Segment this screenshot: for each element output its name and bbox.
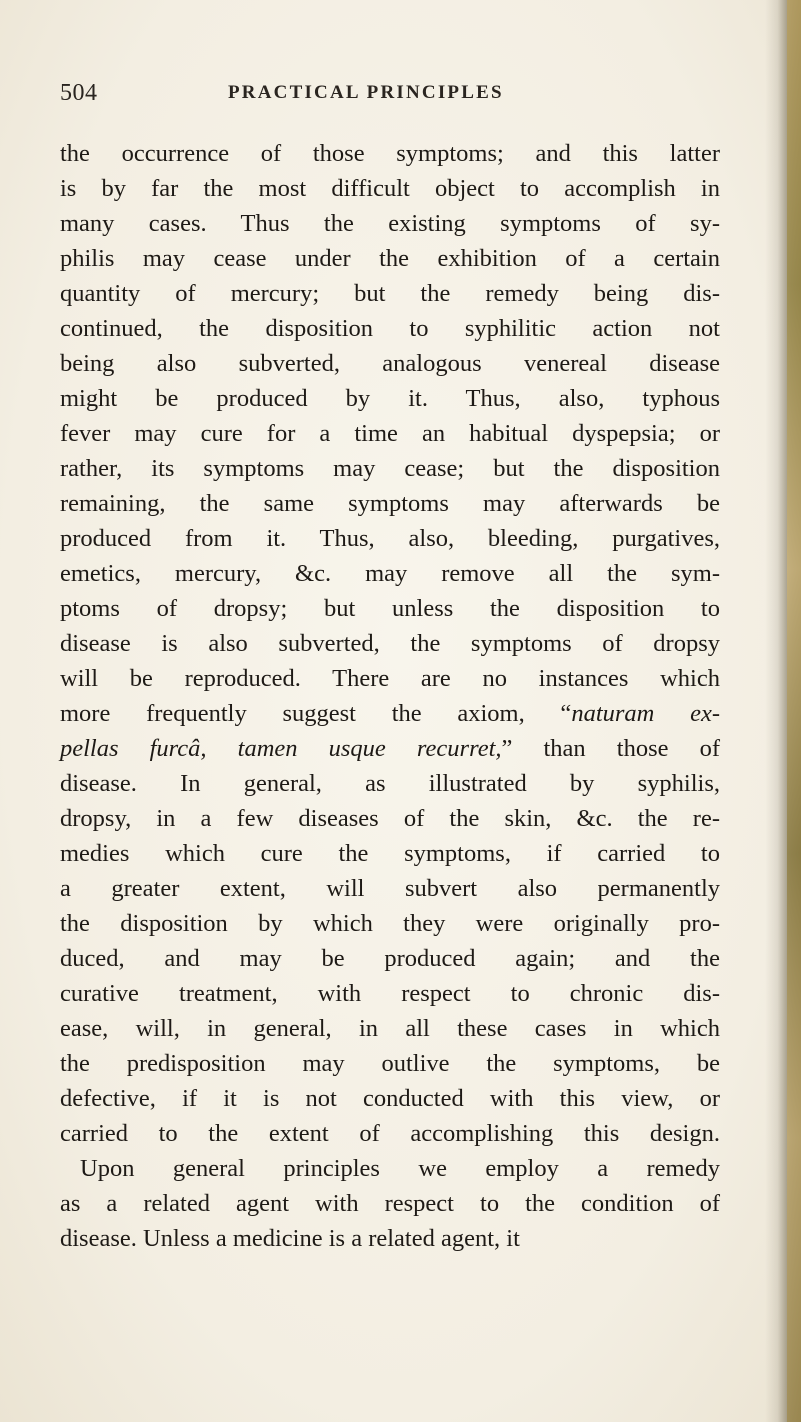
- text-line: philis may cease under the exhibition of a certain: [60, 245, 720, 272]
- text-line: duced, and may be produced again; and the: [60, 945, 720, 972]
- text-line: emetics, mercury, &c. may remove all the sym-: [60, 560, 720, 587]
- text-line: will be reproduced. There are no instances which: [60, 665, 720, 692]
- text-line: disease. Unless a medicine is a related agent, it: [60, 1225, 520, 1252]
- text-line: ptoms of dropsy; but unless the disposition to: [60, 595, 720, 622]
- body-text: [60, 136, 720, 1256]
- text-line: remaining, the same symptoms may afterwards be: [60, 490, 720, 517]
- text-line: dropsy, in a few diseases of the skin, &c. the re-: [60, 805, 720, 832]
- text-line: the disposition by which they were originally pro-: [60, 910, 720, 937]
- text-line: rather, its symptoms may cease; but the disposition: [60, 455, 720, 482]
- text-line: disease. In general, as illustrated by syphilis,: [60, 770, 720, 797]
- text-line-tail: ” than those of: [501, 735, 720, 762]
- latin-quote-part-2: pellas furcâ, tamen usque recurret,: [60, 735, 502, 762]
- text-line: Upon general principles we employ a remedy: [80, 1155, 720, 1182]
- text-line: defective, if it is not conducted with this view, or: [60, 1085, 720, 1112]
- text-line: is by far the most difficult object to accomplish in: [60, 175, 720, 202]
- text-line: carried to the extent of accomplishing this design.: [60, 1120, 720, 1147]
- latin-quote-part-1: naturam ex-: [571, 700, 720, 727]
- text-line: fever may cure for a time an habitual dyspepsia; or: [60, 420, 720, 447]
- text-line: as a related agent with respect to the condition of: [60, 1190, 720, 1217]
- text-line: quantity of mercury; but the remedy being dis-: [60, 280, 720, 307]
- text-line: the predisposition may outlive the symptoms, be: [60, 1050, 720, 1077]
- text-line: the occurrence of those symptoms; and this latter: [60, 140, 720, 167]
- page-number: 504: [60, 80, 98, 106]
- text-line: being also subverted, analogous venereal disease: [60, 350, 720, 377]
- text-line: many cases. Thus the existing symptoms of sy-: [60, 210, 720, 237]
- text-line-quote-end: [60, 731, 720, 766]
- text-line: might be produced by it. Thus, also, typhous: [60, 385, 720, 412]
- text-line-lead: more frequently suggest the axiom, “: [60, 700, 572, 727]
- text-line: medies which cure the symptoms, if carried to: [60, 840, 720, 867]
- text-line: curative treatment, with respect to chronic dis-: [60, 980, 720, 1007]
- text-line: continued, the disposition to syphilitic action not: [60, 315, 720, 342]
- text-line: a greater extent, will subvert also permanently: [60, 875, 720, 902]
- running-head: PRACTICAL PRINCIPLES: [228, 82, 504, 103]
- text-line-quote-start: [60, 696, 720, 731]
- text-line: ease, will, in general, in all these cases in which: [60, 1015, 720, 1042]
- text-line: disease is also subverted, the symptoms of dropsy: [60, 630, 720, 657]
- page-edge-strip: [787, 0, 801, 1422]
- text-line: produced from it. Thus, also, bleeding, purgatives,: [60, 525, 720, 552]
- page-header: [60, 80, 720, 116]
